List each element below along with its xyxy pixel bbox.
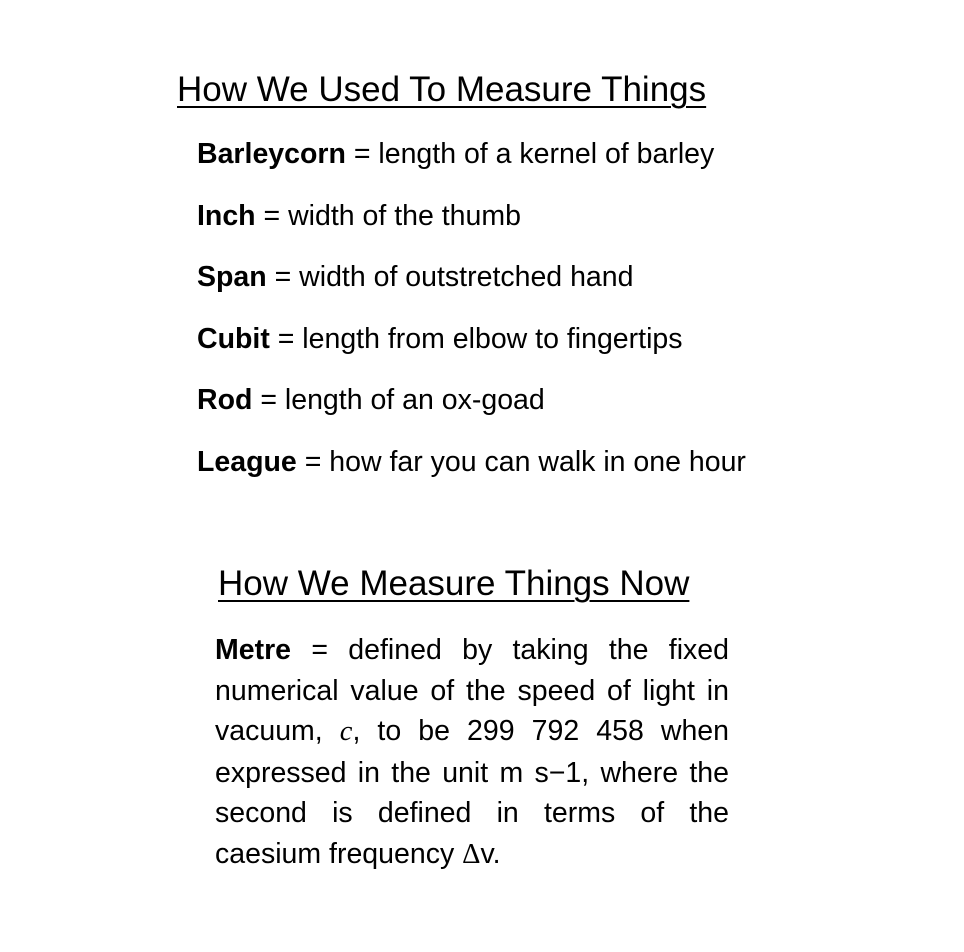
- modern-measures-heading: How We Measure Things Now: [218, 564, 690, 603]
- speed-of-light-symbol: c: [339, 716, 353, 747]
- equals-sign: =: [296, 445, 330, 478]
- equals-sign: =: [255, 199, 289, 232]
- list-item: [197, 136, 746, 198]
- definition-inch: width of the thumb: [288, 199, 521, 232]
- definition-cubit: length from elbow to fingertips: [302, 322, 683, 355]
- equals-sign: =: [252, 384, 285, 417]
- definition-rod: length of an ox-goad: [284, 384, 545, 417]
- definition-league: how far you can walk in one hour: [329, 445, 746, 478]
- list-item: [197, 259, 746, 321]
- term-rod: Rod: [197, 384, 253, 417]
- list-item: [197, 198, 746, 260]
- equals-sign: =: [291, 634, 349, 666]
- definition-barleycorn: length of a kernel of barley: [378, 138, 715, 170]
- list-item: [197, 321, 746, 383]
- term-inch: Inch: [197, 199, 256, 232]
- term-span: Span: [197, 261, 267, 294]
- term-barleycorn: Barleycorn: [197, 138, 346, 170]
- metre-text-part3: v.: [480, 837, 501, 870]
- list-item: [197, 382, 746, 444]
- old-measures-list: [197, 136, 746, 506]
- delta-symbol: Δ: [462, 838, 481, 870]
- equals-sign: =: [345, 138, 379, 170]
- list-item: [197, 444, 746, 506]
- equals-sign: =: [266, 261, 300, 294]
- metre-text-part1: defined by taking the fixed numerical value of the speed of light in vacuum,: [215, 634, 729, 747]
- metre-text-part2: , to be 299 792 458 when expressed in the unit m s−1, where the second is defined in terms of the caesium frequency: [215, 715, 729, 870]
- equals-sign: =: [269, 322, 303, 355]
- term-cubit: Cubit: [197, 322, 270, 355]
- term-league: League: [197, 445, 297, 478]
- metre-definition: [215, 630, 729, 875]
- term-metre: Metre: [215, 634, 292, 666]
- definition-span: width of outstretched hand: [299, 261, 634, 294]
- old-measures-heading: How We Used To Measure Things: [177, 70, 707, 109]
